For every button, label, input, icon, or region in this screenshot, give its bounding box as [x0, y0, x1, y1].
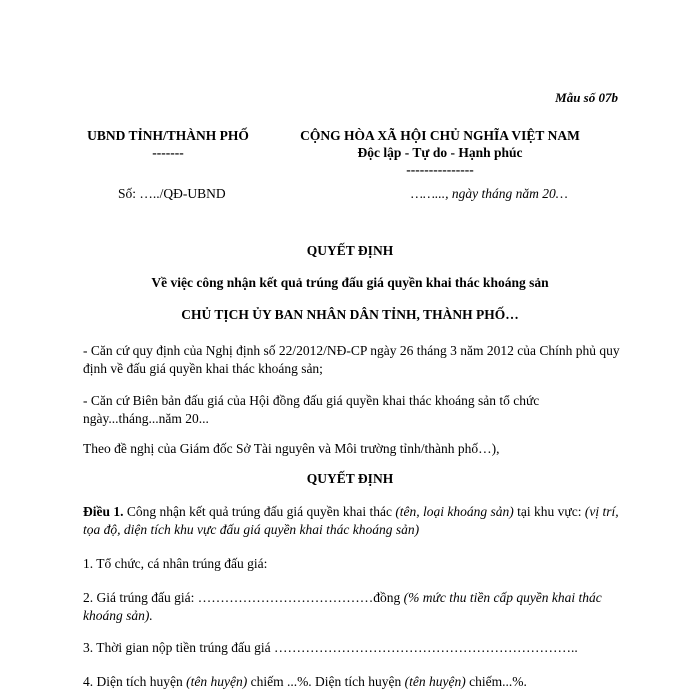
- national-motto: Độc lập - Tự do - Hạnh phúc: [357, 145, 523, 160]
- authority-divider: -------: [152, 145, 184, 160]
- document-title: QUYẾT ĐỊNH: [306, 243, 394, 258]
- item-4-text-3: chiếm...%.: [465, 674, 527, 689]
- legal-basis-1: - Căn cứ quy định của Nghị định số 22/2012/NĐ-CP ngày 26 tháng 3 năm 2012 của Chính phủ quy định về đấu giá quyền khai thác khoáng sản;: [83, 343, 620, 376]
- national-header: [280, 127, 600, 178]
- issuer-title: CHỦ TỊCH ỦY BAN NHÂN DÂN TỈNH, THÀNH PHỐ…: [181, 307, 519, 322]
- item-4-text-2: chiếm ...%. Diện tích huyện: [247, 674, 405, 689]
- article-1-label: Điều 1.: [83, 504, 124, 519]
- item-4-text-1: 4. Diện tích huyện: [83, 674, 187, 689]
- item-2: [83, 589, 623, 625]
- item-2-text: 2. Giá trúng đấu giá: …………………………………đồng: [83, 590, 404, 605]
- document-date: ……..., ngày tháng năm 20…: [411, 186, 568, 201]
- item-3: 3. Thời gian nộp tiền trúng đấu giá …………………………………………………………..: [83, 640, 578, 655]
- proposal-line: Theo đề nghị của Giám đốc Sở Tài nguyên và Môi trường tỉnh/thành phố…),: [83, 441, 500, 456]
- authority-name: UBND TỈNH/THÀNH PHỐ: [87, 128, 249, 143]
- decision-heading: QUYẾT ĐỊNH: [306, 471, 394, 486]
- legal-basis-2: - Căn cứ Biên bản đấu giá của Hội đồng đấu giá quyền khai thác khoáng sản tổ chức ngày...tháng...năm 20...: [83, 393, 540, 426]
- document-subject: Về việc công nhận kết quả trúng đấu giá quyền khai thác khoáng sản: [151, 275, 549, 290]
- item-4-district-1: (tên huyện): [186, 674, 248, 689]
- article-1: [83, 503, 623, 539]
- item-4: [83, 673, 623, 691]
- national-divider: ---------------: [406, 162, 474, 177]
- article-1-area: (vị trí, tọa độ, diện tích khu vực đấu giá quyền khai thác khoáng sản): [83, 504, 619, 537]
- issuing-authority-header: [83, 127, 253, 161]
- document-number: Số: …../QĐ-UBND: [118, 186, 226, 201]
- item-2-note: (% mức thu tiền cấp quyền khai thác khoáng sản).: [83, 590, 602, 623]
- item-1: 1. Tổ chức, cá nhân trúng đấu giá:: [83, 556, 268, 571]
- article-1-mineral: (tên, loại khoáng sản): [395, 504, 514, 519]
- form-number: Mẫu số 07b: [555, 90, 618, 105]
- article-1-area-text: tại khu vực:: [513, 504, 585, 519]
- national-title: CỘNG HÒA XÃ HỘI CHỦ NGHĨA VIỆT NAM: [300, 128, 580, 143]
- item-4-district-2: (tên huyện): [404, 674, 466, 689]
- article-1-text: Công nhận kết quả trúng đấu giá quyền khai thác: [123, 504, 396, 519]
